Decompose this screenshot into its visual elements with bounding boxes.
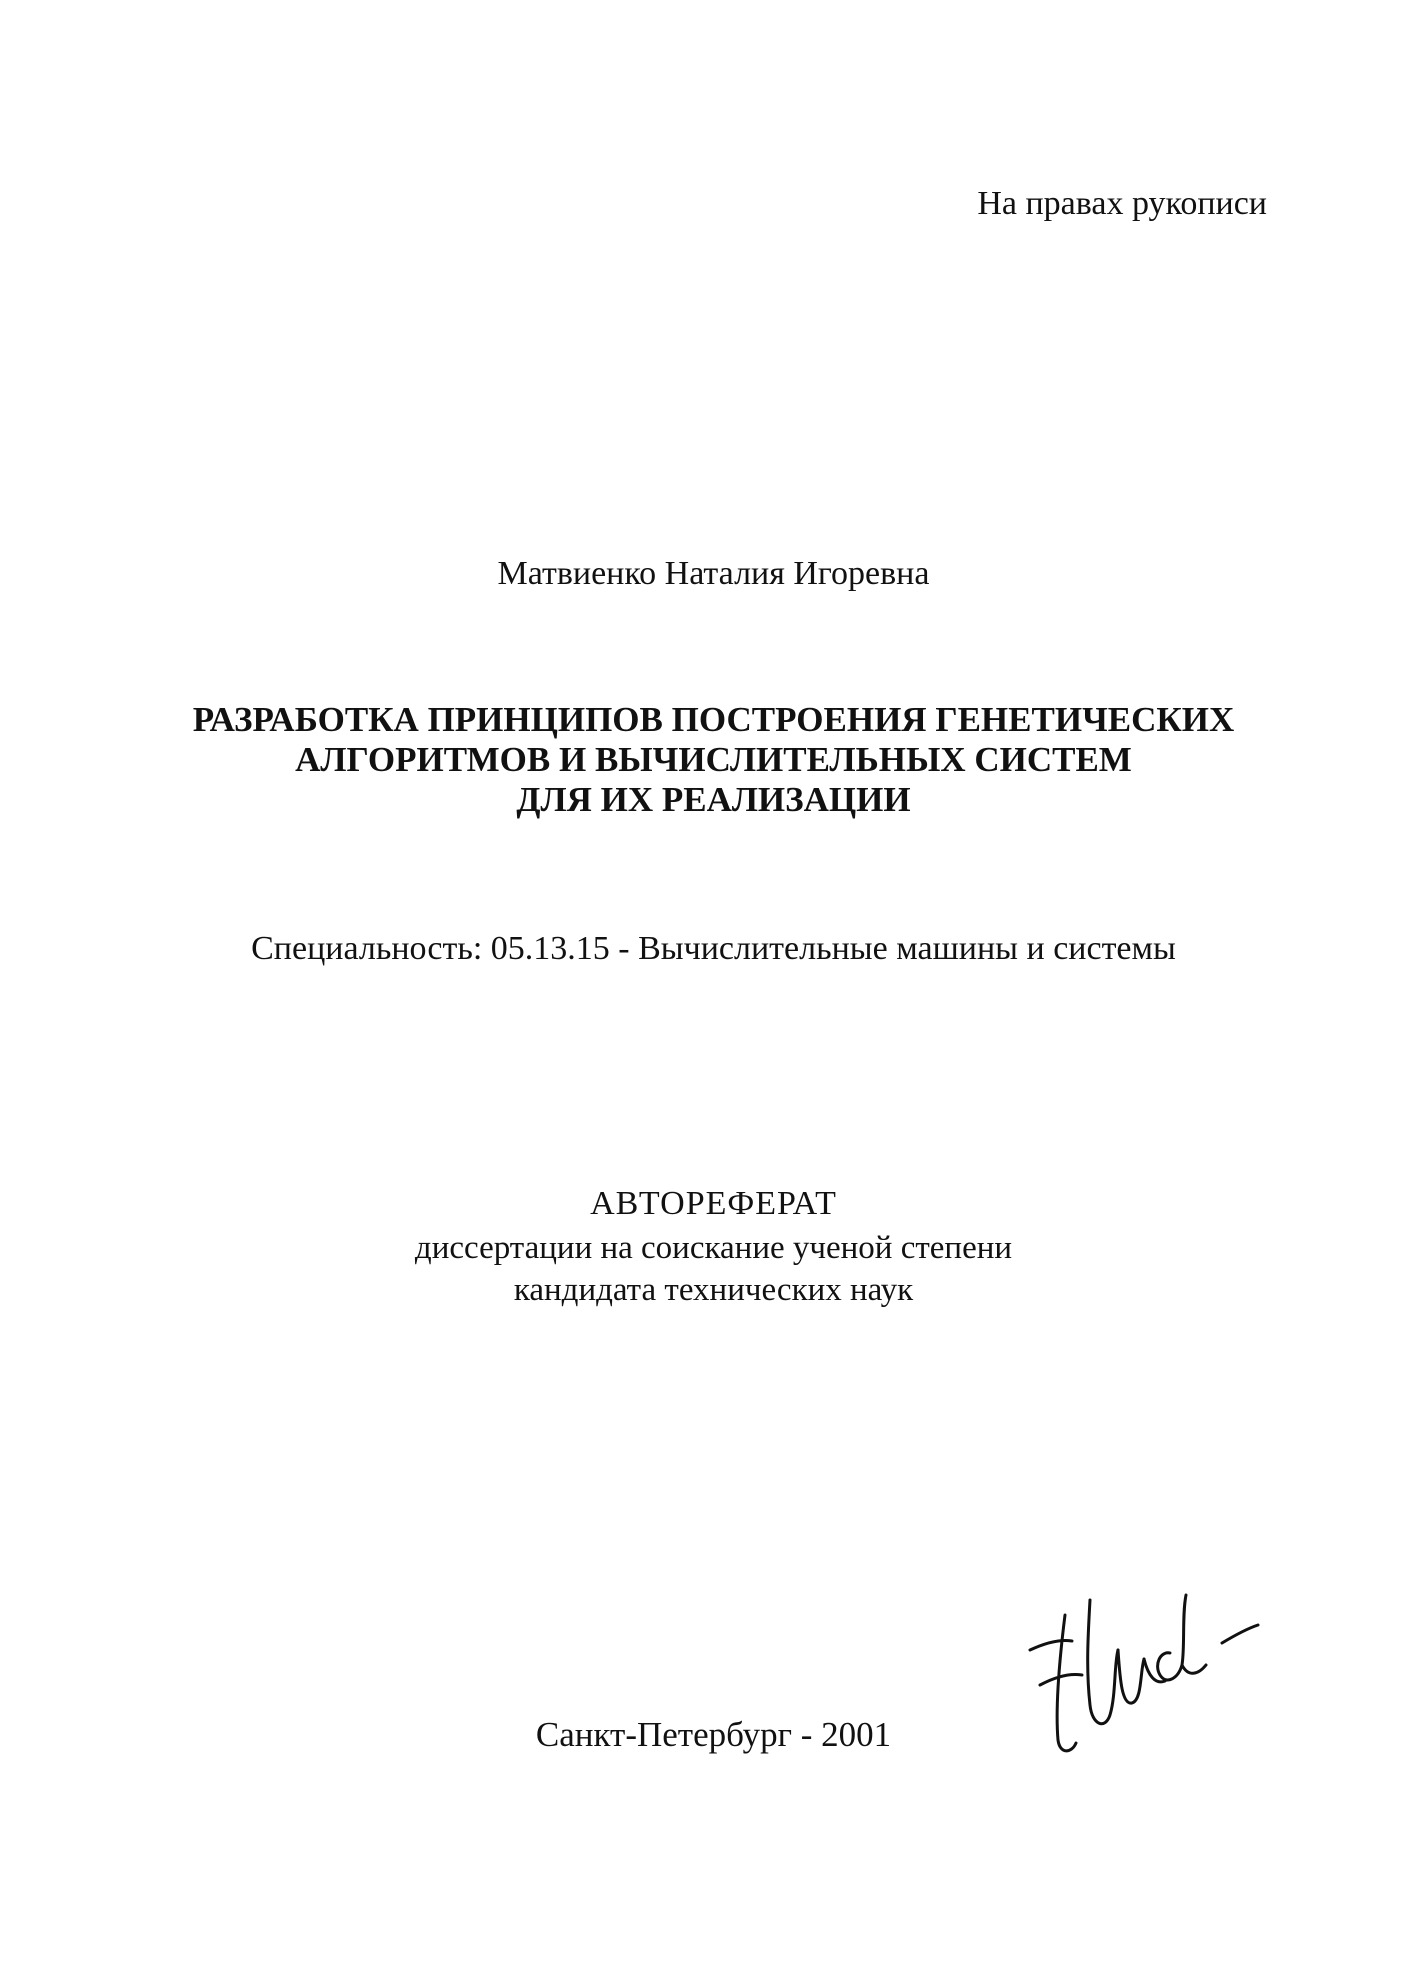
manuscript-rights-note: На правах рукописи bbox=[977, 185, 1267, 222]
title-line-3: ДЛЯ ИХ РЕАЛИЗАЦИИ bbox=[516, 780, 911, 819]
document-type-heading: АВТОРЕФЕРАТ bbox=[590, 1185, 837, 1222]
title-line-1: РАЗРАБОТКА ПРИНЦИПОВ ПОСТРОЕНИЯ ГЕНЕТИЧЕСКИХ bbox=[192, 700, 1235, 739]
document-type-line-1: диссертации на соискание ученой степени bbox=[414, 1230, 1013, 1266]
title-line-2: АЛГОРИТМОВ И ВЫЧИСЛИТЕЛЬНЫХ СИСТЕМ bbox=[295, 740, 1132, 779]
document-type-line-2: кандидата технических наук bbox=[513, 1272, 914, 1308]
author-name: Матвиенко Наталия Игоревна bbox=[497, 555, 930, 592]
speciality-line: Специальность: 05.13.15 - Вычислительные машины и системы bbox=[251, 930, 1176, 967]
city-year: Санкт-Петербург - 2001 bbox=[535, 1715, 892, 1754]
dissertation-title bbox=[0, 700, 1427, 820]
